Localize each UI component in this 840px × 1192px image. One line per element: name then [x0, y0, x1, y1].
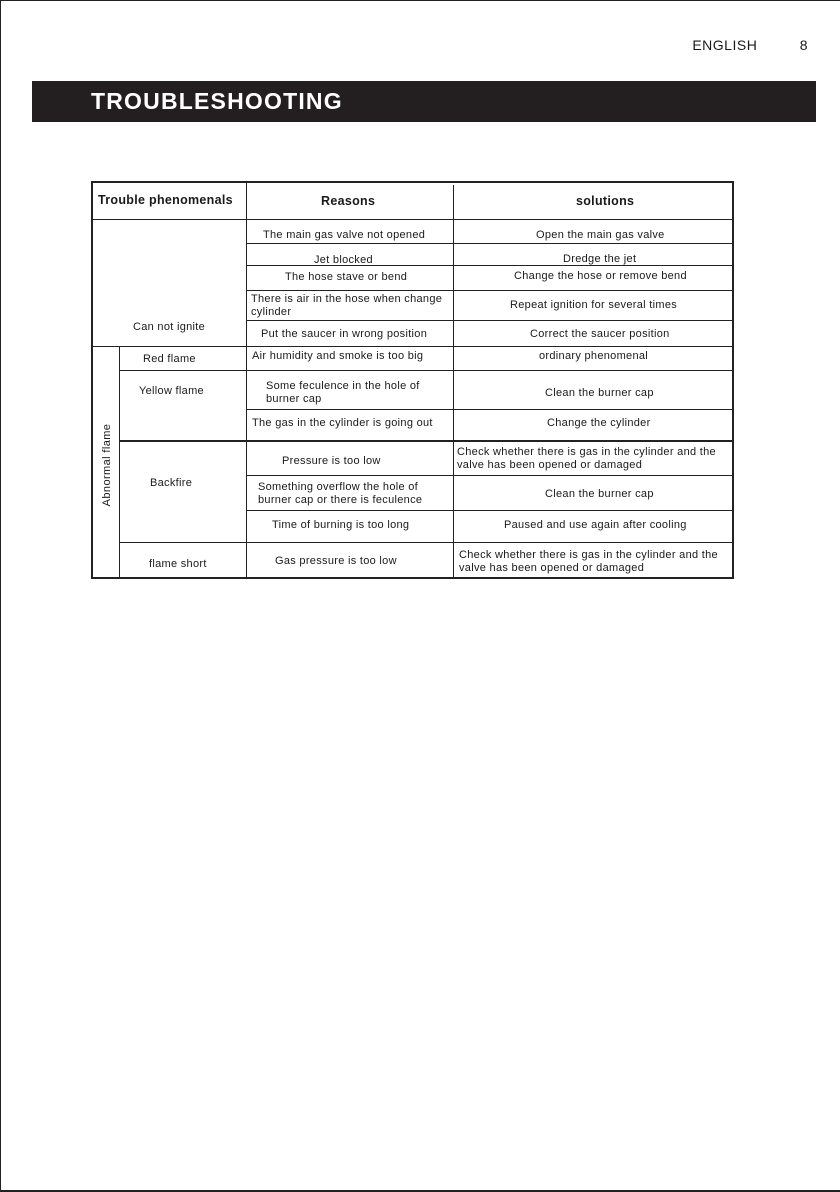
group-red-flame: Red flame: [143, 353, 196, 365]
solution-cell: Correct the saucer position: [530, 328, 670, 340]
solution-cell: Open the main gas valve: [536, 229, 665, 241]
reason-cell: Air humidity and smoke is too big: [252, 350, 424, 362]
solution-cell: Clean the burner cap: [545, 387, 654, 399]
reason-cell: Jet blocked: [314, 254, 373, 266]
solution-cell: Dredge the jet: [563, 253, 637, 265]
group-yellow-flame: Yellow flame: [139, 385, 204, 397]
reason-cell: The main gas valve not opened: [263, 229, 426, 241]
column-header-reasons: Reasons: [321, 194, 376, 208]
solution-cell: Repeat ignition for several times: [510, 299, 678, 311]
reason-cell: Pressure is too low: [282, 455, 381, 467]
solution-cell: Check whether there is gas in the cylinder and the valve has been opened or damaged: [457, 446, 716, 471]
section-title: TROUBLESHOOTING: [32, 81, 816, 122]
solution-cell: Change the hose or remove bend: [514, 270, 687, 282]
solution-cell: ordinary phenomenal: [539, 350, 649, 362]
page-number: 8: [799, 37, 808, 53]
solution-cell: Paused and use again after cooling: [504, 519, 687, 531]
group-abnormal-flame: Abnormal flame: [101, 423, 113, 507]
solution-cell: Change the cylinder: [547, 417, 651, 429]
troubleshooting-table: [91, 181, 734, 579]
reason-cell: There is air in the hose when change cylinder: [251, 293, 443, 318]
group-can-not-ignite: Can not ignite: [133, 321, 206, 333]
reason-cell: Some feculence in the hole of burner cap: [266, 380, 420, 405]
page-header: [692, 37, 808, 53]
reason-cell: The hose stave or bend: [285, 271, 408, 283]
reason-cell: Gas pressure is too low: [275, 555, 397, 567]
reason-cell: Put the saucer in wrong position: [261, 328, 428, 340]
language-label: ENGLISH: [692, 37, 758, 53]
reason-cell: Time of burning is too long: [272, 519, 410, 531]
solution-cell: Clean the burner cap: [545, 488, 654, 500]
column-header-solutions: solutions: [576, 194, 635, 208]
column-header-trouble: Trouble phenomenals: [98, 193, 233, 207]
reason-cell: The gas in the cylinder is going out: [252, 417, 433, 429]
solution-cell: Check whether there is gas in the cylinder and the valve has been opened or damaged: [459, 549, 718, 574]
reason-cell: Something overflow the hole of burner cap or there is feculence: [258, 481, 423, 506]
group-flame-short: flame short: [149, 558, 207, 570]
group-backfire: Backfire: [150, 477, 193, 489]
